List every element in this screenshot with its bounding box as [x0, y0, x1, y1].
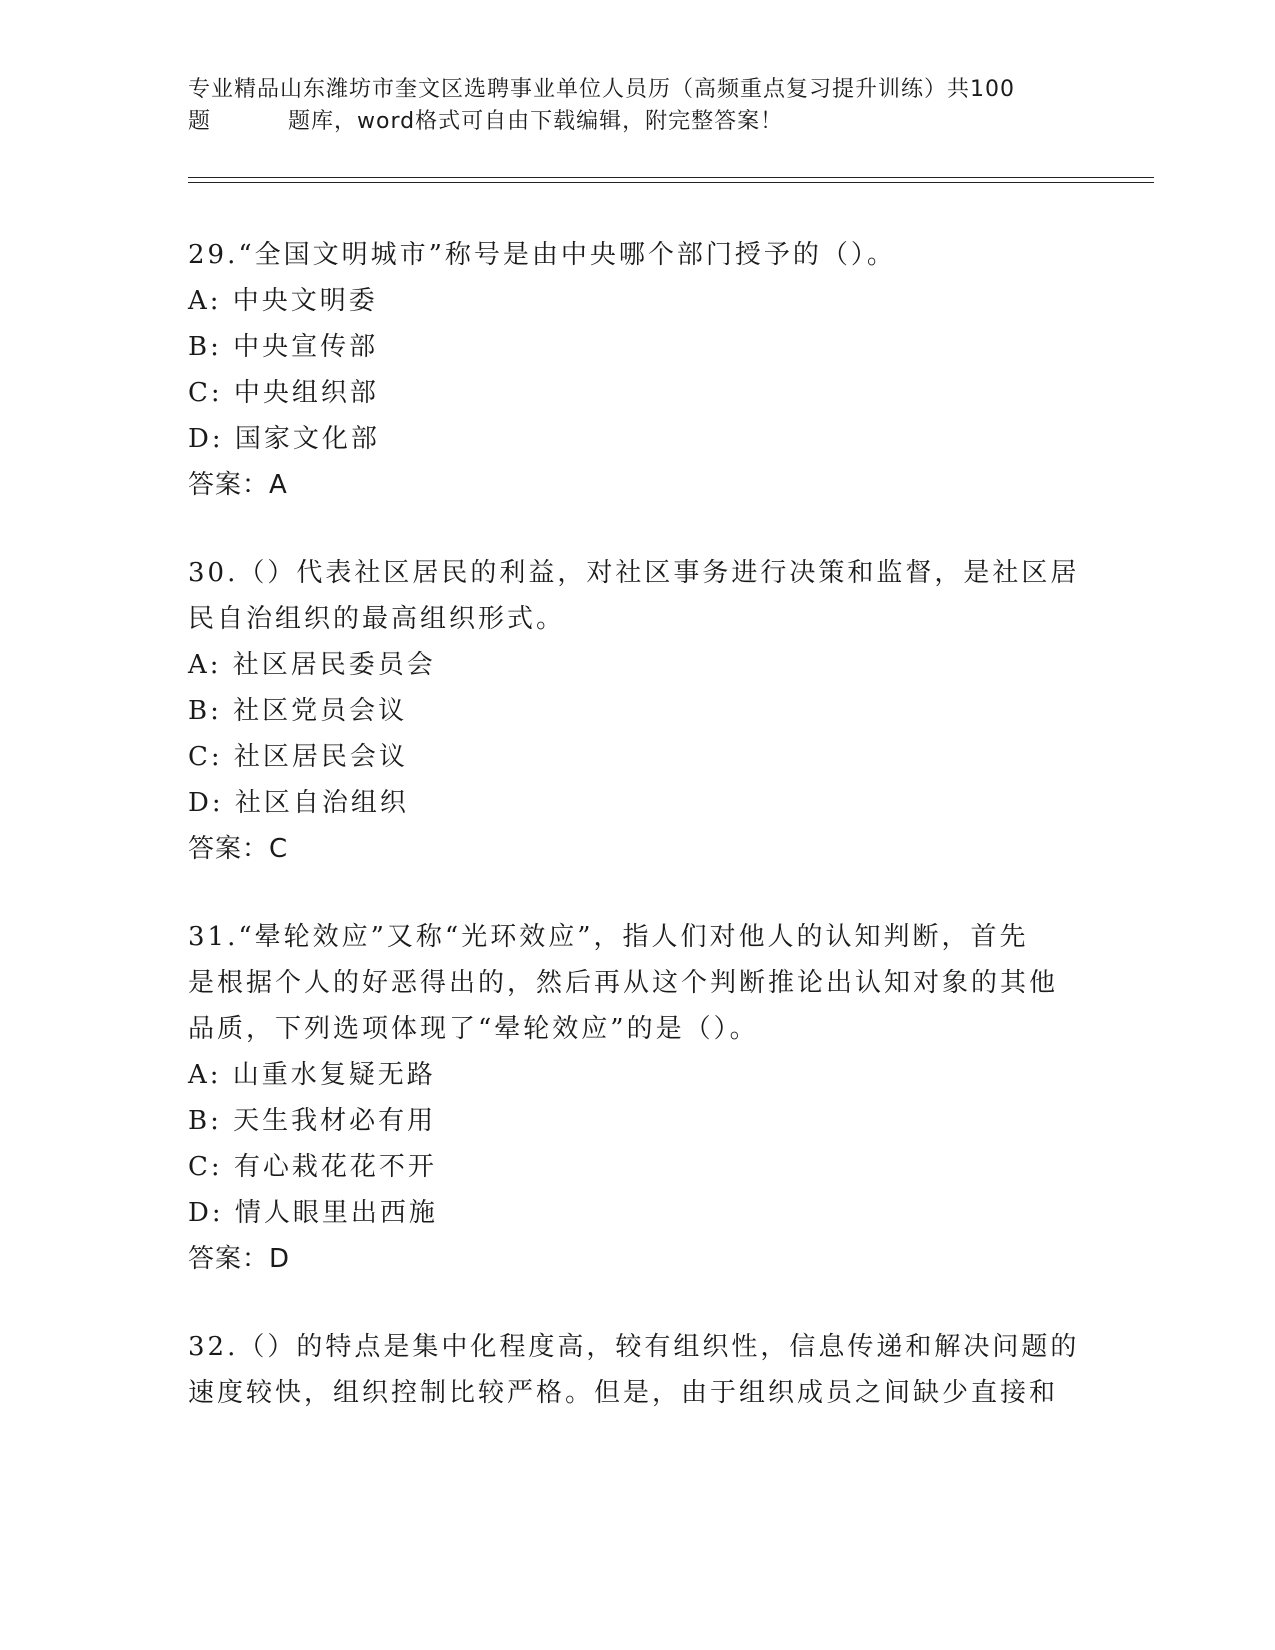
question-stem: 30.（）代表社区居民的利益，对社区事务进行决策和监督，是社区居 — [188, 558, 1080, 588]
header-title-line-1: 专业精品山东潍坊市奎文区选聘事业单位人员历（高频重点复习提升训练）共100 — [188, 77, 1015, 102]
option-d: D: 情人眼里出西施 — [188, 1198, 438, 1228]
question-30 — [188, 550, 1088, 872]
option-c: C: 社区居民会议 — [188, 742, 408, 772]
question-stem: 民自治组织的最高组织形式。 — [188, 604, 566, 634]
question-stem: 品质，下列选项体现了“晕轮效应”的是（）。 — [188, 1014, 759, 1044]
header-title-lead: 题 — [188, 109, 212, 134]
option-a: A: 中央文明委 — [188, 286, 378, 316]
answer-label: 答案：C — [188, 834, 289, 864]
question-stem: 速度较快，组织控制比较严格。但是，由于组织成员之间缺少直接和 — [188, 1378, 1059, 1408]
header-title-rest: 题库，word格式可自由下载编辑，附完整答案！ — [288, 109, 784, 134]
option-c: C: 有心栽花花不开 — [188, 1152, 437, 1182]
document-header — [188, 74, 1088, 138]
question-list — [188, 232, 1088, 1458]
option-b: B: 天生我材必有用 — [188, 1106, 437, 1136]
question-32 — [188, 1324, 1088, 1416]
question-stem: 29.“全国文明城市”称号是由中央哪个部门授予的（）。 — [188, 240, 896, 270]
header-title-line-2 — [188, 106, 1088, 138]
header-rule-bottom — [188, 182, 1154, 183]
option-d: D: 国家文化部 — [188, 424, 380, 454]
question-stem: 是根据个人的好恶得出的，然后再从这个判断推论出认知对象的其他 — [188, 968, 1059, 998]
option-b: B: 社区党员会议 — [188, 696, 408, 726]
header-rule-top — [188, 177, 1154, 178]
option-a: A: 社区居民委员会 — [188, 650, 436, 680]
question-29 — [188, 232, 1088, 508]
answer-label: 答案：D — [188, 1244, 291, 1274]
question-stem: 32.（）的特点是集中化程度高，较有组织性，信息传递和解决问题的 — [188, 1332, 1080, 1362]
answer-label: 答案：A — [188, 470, 288, 500]
option-a: A: 山重水复疑无路 — [188, 1060, 436, 1090]
question-stem: 31.“晕轮效应”又称“光环效应”，指人们对他人的认知判断，首先 — [188, 922, 1029, 952]
option-d: D: 社区自治组织 — [188, 788, 409, 818]
option-c: C: 中央组织部 — [188, 378, 379, 408]
question-31 — [188, 914, 1088, 1282]
option-b: B: 中央宣传部 — [188, 332, 379, 362]
